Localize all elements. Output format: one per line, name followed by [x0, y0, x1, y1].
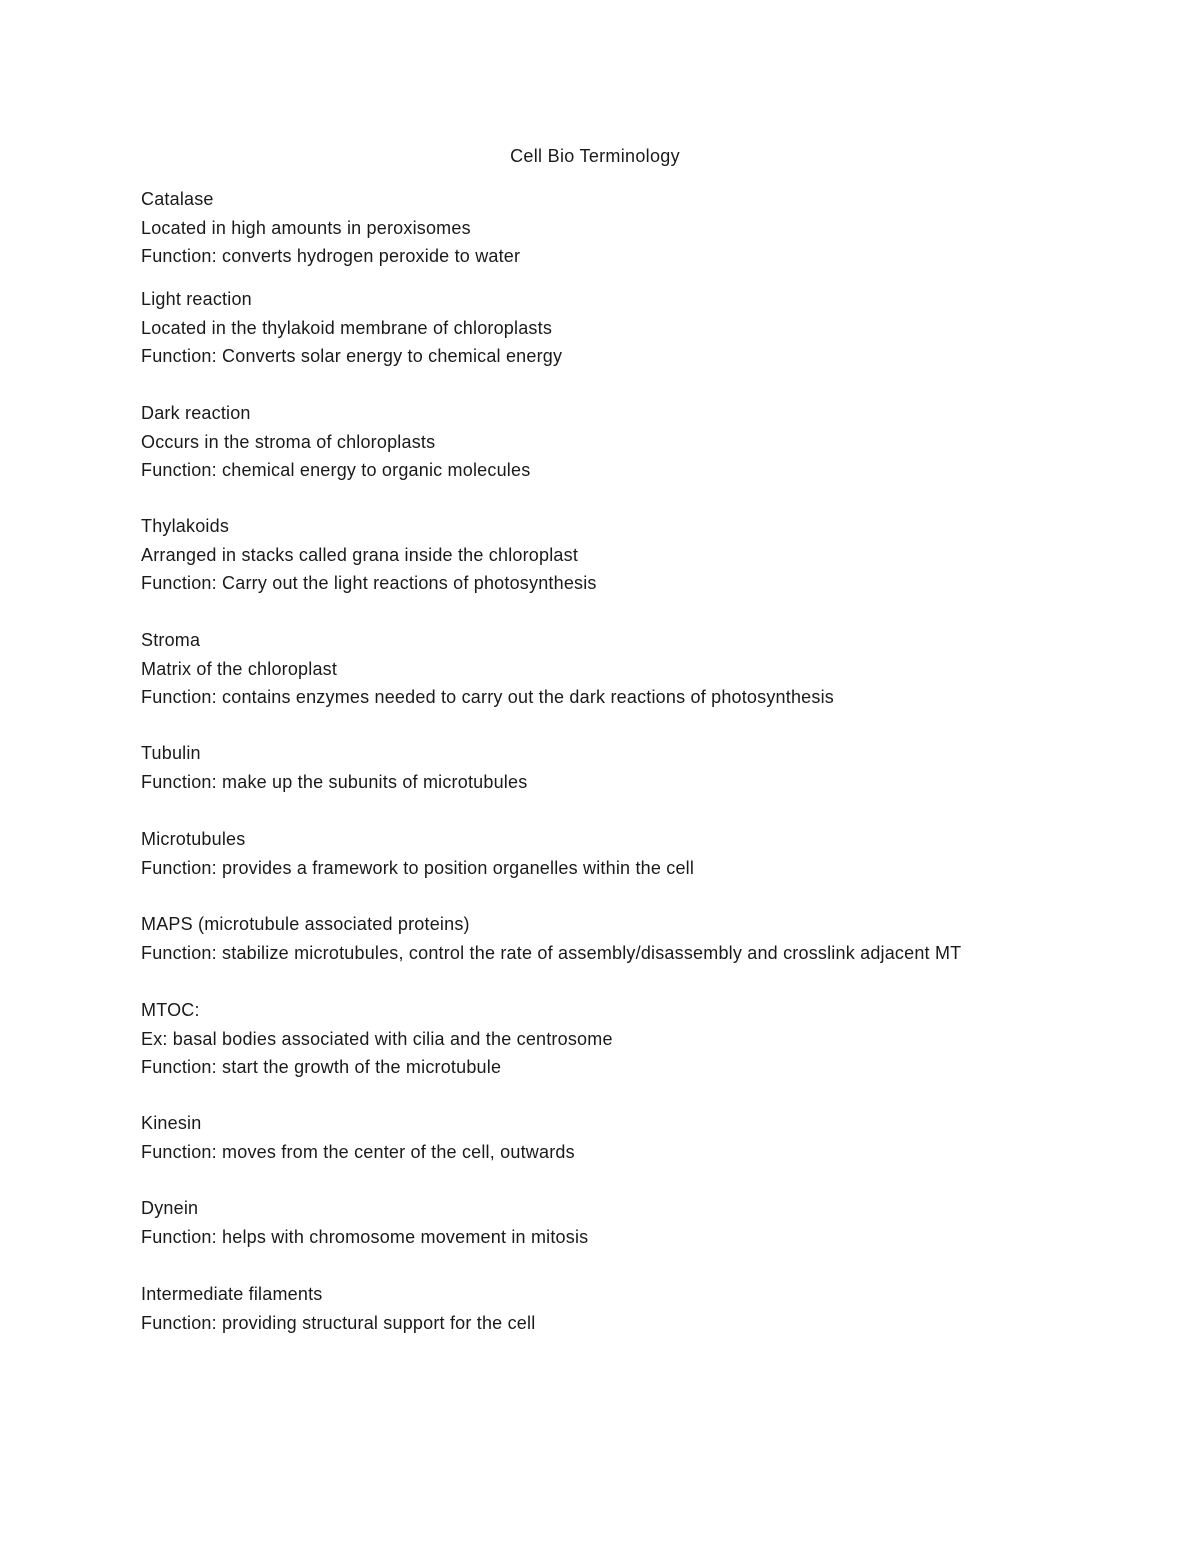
term-entry-microtubules	[141, 825, 1141, 882]
term-entry-intermediate-filaments	[141, 1280, 1141, 1337]
term-entry-dark-reaction	[141, 399, 1141, 485]
term-detail: Located in the thylakoid membrane of chloroplasts	[141, 317, 553, 338]
term-entry-stroma	[141, 626, 1141, 712]
term-entry-mtoc	[141, 996, 1141, 1082]
term-entry-dynein	[141, 1194, 1141, 1251]
term-detail: Matrix of the chloroplast	[141, 658, 338, 679]
term-heading: Light reaction	[141, 289, 252, 309]
term-entry-thylakoids	[141, 512, 1141, 598]
term-heading: Intermediate filaments	[141, 1284, 323, 1304]
term-function: Function: Carry out the light reactions of photosynthesis	[141, 573, 597, 593]
term-entry-kinesin	[141, 1109, 1141, 1166]
term-function: Function: chemical energy to organic molecules	[141, 460, 531, 480]
term-heading: Catalase	[141, 189, 214, 209]
term-function: Function: start the growth of the microtubule	[141, 1057, 502, 1077]
term-heading: MAPS (microtubule associated proteins)	[141, 914, 470, 934]
term-function: Function: provides a framework to position organelles within the cell	[141, 857, 695, 878]
term-entry-tubulin	[141, 739, 1141, 796]
term-function: Function: providing structural support for the cell	[141, 1312, 536, 1333]
term-function: Function: converts hydrogen peroxide to water	[141, 246, 521, 266]
document-title: Cell Bio Terminology	[510, 146, 680, 166]
term-function: Function: contains enzymes needed to carry out the dark reactions of photosynthesis	[141, 687, 834, 707]
term-function: Function: make up the subunits of microtubules	[141, 771, 528, 792]
term-detail: Arranged in stacks called grana inside the chloroplast	[141, 544, 579, 565]
term-function: Function: stabilize microtubules, control the rate of assembly/disassembly and crosslink adjacent MT	[141, 942, 962, 963]
term-heading: Dynein	[141, 1198, 199, 1218]
term-heading: MTOC:	[141, 1000, 200, 1020]
term-function: Function: helps with chromosome movement in mitosis	[141, 1226, 589, 1247]
term-heading: Kinesin	[141, 1113, 202, 1133]
term-heading: Dark reaction	[141, 403, 251, 423]
term-detail: Occurs in the stroma of chloroplasts	[141, 431, 436, 452]
term-function: Function: moves from the center of the cell, outwards	[141, 1141, 575, 1162]
term-detail: Located in high amounts in peroxisomes	[141, 217, 471, 238]
term-entry-maps	[141, 910, 1141, 967]
term-entry-catalase	[141, 185, 1141, 271]
term-heading: Microtubules	[141, 829, 246, 849]
term-heading: Stroma	[141, 630, 201, 650]
term-heading: Tubulin	[141, 743, 201, 763]
term-heading: Thylakoids	[141, 516, 230, 536]
term-entry-light-reaction	[141, 285, 1141, 371]
term-function: Function: Converts solar energy to chemical energy	[141, 346, 563, 366]
term-detail: Ex: basal bodies associated with cilia and the centrosome	[141, 1028, 613, 1049]
